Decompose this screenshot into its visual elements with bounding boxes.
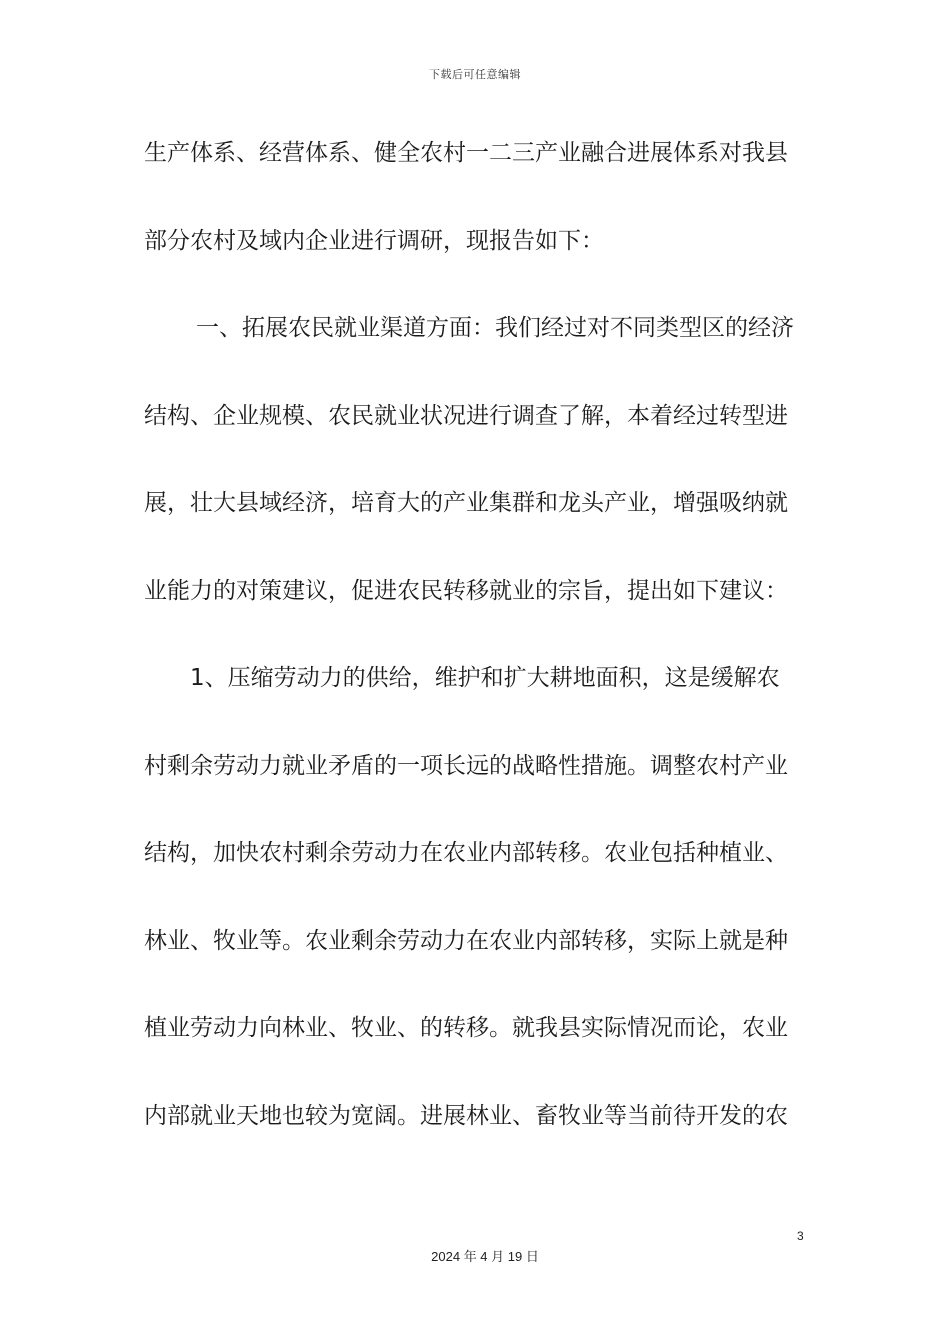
document-body [144,132,814,1182]
paragraph-line: 结构，加快农村剩余劳动力在农业内部转移。农业包括种植业、 [144,840,788,866]
paragraph-line: 业能力的对策建议，促进农民转移就业的宗旨，提出如下建议： [144,577,788,604]
paragraph-line: 内部就业天地也较为宽阔。进展林业、畜牧业等当前待开发的农 [144,1102,788,1129]
paragraph-line: 部分农村及域内企业进行调研，现报告如下： [144,227,604,254]
paragraph-line: 植业劳动力向林业、牧业、的转移。就我县实际情况而论，农业 [144,1015,788,1041]
paragraph-line: 生产体系、经营体系、健全农村一二三产业融合进展体系对我县 [144,140,788,166]
paragraph-line: 林业、牧业等。农业剩余劳动力在农业内部转移，实际上就是种 [144,927,788,954]
list-item-line: 1、压缩劳动力的供给，维护和扩大耕地面积，这是缓解农 [190,665,780,691]
footer-date: 2024 年 4 月 19 日 [431,1249,539,1264]
paragraph-line: 结构、企业规模、农民就业状况进行调查了解，本着经过转型进 [144,402,788,429]
paragraph-line: 村剩余劳动力就业矛盾的一项长远的战略性措施。调整农村产业 [144,752,788,779]
paragraph-line: 展，壮大县域经济，培育大的产业集群和龙头产业，增强吸纳就 [144,490,788,516]
section-heading-line: 一、拓展农民就业渠道方面：我们经过对不同类型区的经济 [196,315,794,341]
page-number: 3 [797,1229,804,1243]
page-header: 下载后可任意编辑 [429,68,521,81]
